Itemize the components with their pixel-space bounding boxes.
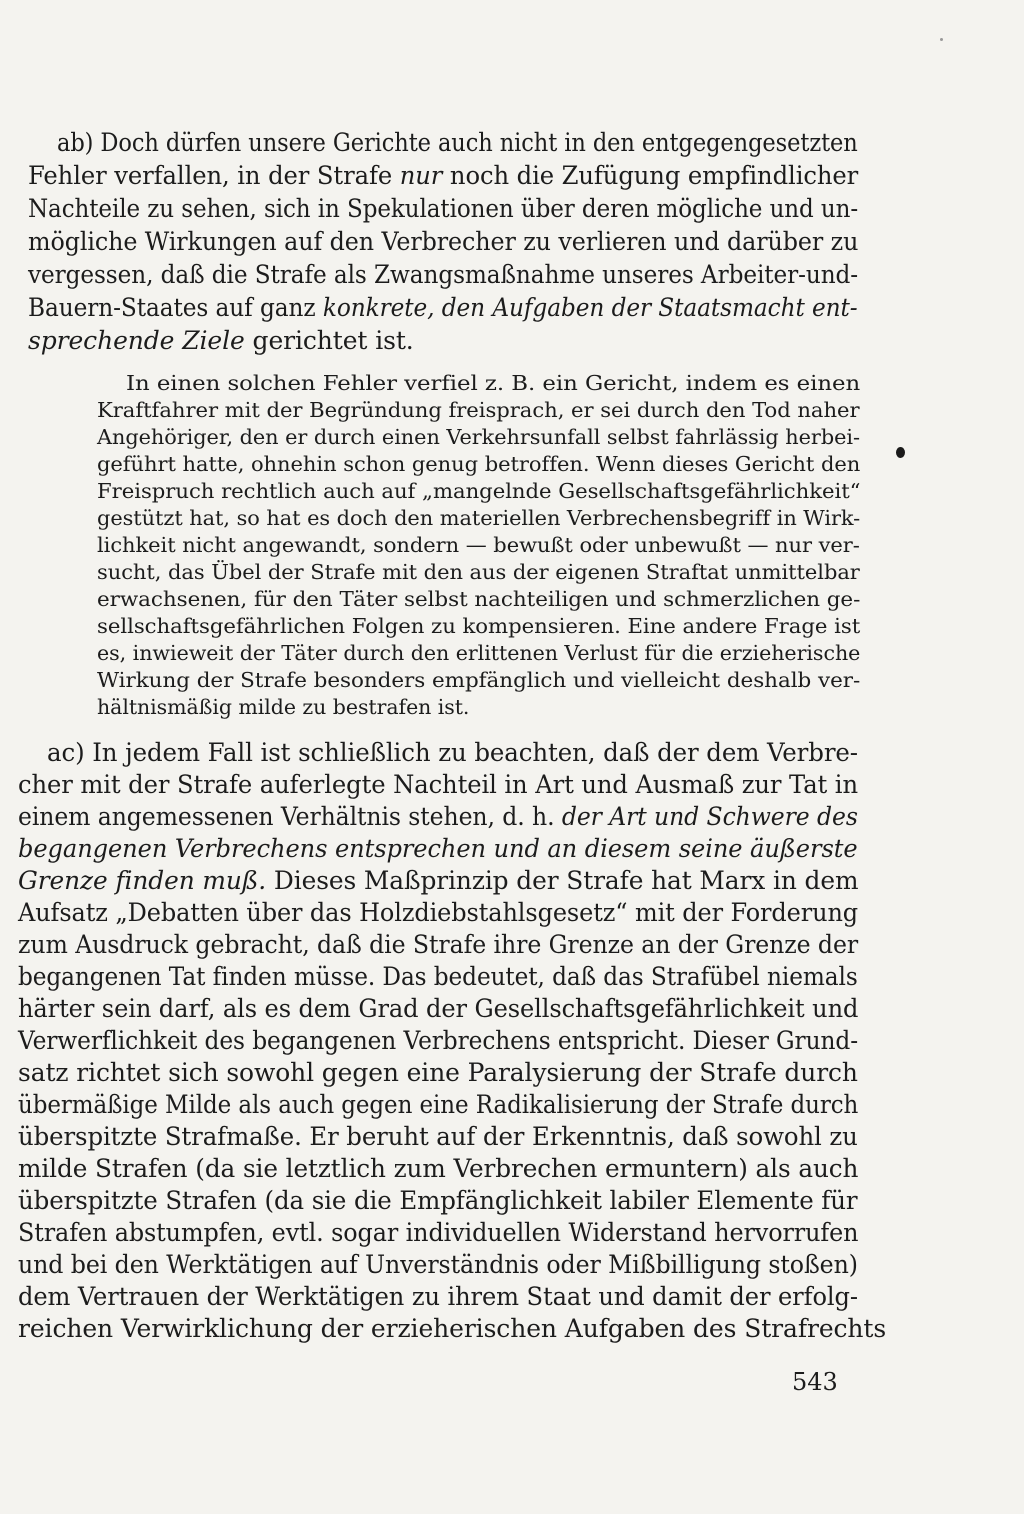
emphasis: der Art und Schwere des [561, 802, 858, 831]
text-line: sucht, das Übel der Strafe mit den aus der eigenen Straftat unmittelbar [97, 560, 860, 584]
text-line: ac) In jedem Fall ist schließlich zu beachten, daß der dem Verbre- [47, 738, 858, 767]
text-line: Verwerflichkeit des begangenen Verbrechens entspricht. Dieser Grund- [18, 1026, 858, 1055]
text-line: milde Strafen (da sie letztlich zum Verbrechen ermuntern) als auch [18, 1154, 859, 1183]
text-line: Fehler verfallen, in der Strafe nur noch die Zufügung empfindlicher [28, 161, 859, 190]
text-line: vergessen, daß die Strafe als Zwangsmaßnahme unseres Arbeiter-und- [28, 260, 859, 289]
ink-speck [940, 38, 943, 41]
text-line: dem Vertrauen der Werktätigen zu ihrem Staat und damit der erfolg- [18, 1282, 858, 1311]
text-line: übermäßige Milde als auch gegen eine Radikalisierung der Strafe durch [18, 1090, 859, 1119]
page-number: 543 [792, 1368, 838, 1396]
text-line: sprechende Ziele gerichtet ist. [28, 326, 414, 355]
text-line: lichkeit nicht angewandt, sondern — bewußt oder unbewußt — nur ver- [97, 533, 860, 557]
ink-speck [896, 447, 905, 458]
text-line: Bauern-Staates auf ganz konkrete, den Aufgaben der Staatsmacht ent- [28, 293, 858, 322]
text-line: es, inwieweit der Täter durch den erlittenen Verlust für die erzieherische [97, 641, 861, 665]
text-line: sellschaftsgefährlichen Folgen zu kompensieren. Eine andere Frage ist [97, 614, 861, 638]
text-line: und bei den Werktätigen auf Unverständnis oder Mißbilligung stoßen) [18, 1250, 858, 1279]
text-line: cher mit der Strafe auferlegte Nachteil in Art und Ausmaß zur Tat in [18, 770, 858, 799]
text-line: gestützt hat, so hat es doch den materiellen Verbrechensbegriff in Wirk- [97, 506, 861, 530]
text-line: ab) Doch dürfen unsere Gerichte auch nicht in den entgegengesetzten [57, 128, 858, 157]
text-line: härter sein darf, als es dem Grad der Gesellschaftsgefährlichkeit und [18, 994, 859, 1023]
text-line: erwachsenen, für den Täter selbst nachteiligen und schmerzlichen ge- [97, 587, 861, 611]
text-line: satz richtet sich sowohl gegen eine Paralysierung der Strafe durch [18, 1058, 858, 1087]
emphasis: nur [399, 161, 443, 190]
text-line: überspitzte Strafen (da sie die Empfänglichkeit labiler Elemente für [18, 1186, 858, 1215]
emphasis: konkrete, den Aufgaben der Staatsmacht ent- [322, 293, 858, 322]
text-line: In einen solchen Fehler verfiel z. B. ein Gericht, indem es einen [126, 371, 861, 395]
text-line: einem angemessenen Verhältnis stehen, d. h. der Art und Schwere des [18, 802, 858, 831]
text-line: zum Ausdruck gebracht, daß die Strafe ihre Grenze an der Grenze der [18, 930, 859, 959]
text-line: Angehöriger, den er durch einen Verkehrsunfall selbst fahrlässig herbei- [97, 425, 860, 449]
text-line: Aufsatz „Debatten über das Holzdiebstahlsgesetz“ mit der Forderung [18, 898, 859, 927]
text-line: Kraftfahrer mit der Begründung freisprach, er sei durch den Tod naher [97, 398, 860, 422]
text-line: Grenze finden muß. Dieses Maßprinzip der Strafe hat Marx in dem [18, 866, 859, 895]
text-line: Freispruch rechtlich auch auf „mangelnde Gesellschaftsgefährlichkeit“ [97, 479, 861, 503]
text-line: Strafen abstumpfen, evtl. sogar individuellen Widerstand hervorrufen [18, 1218, 859, 1247]
text-line: Nachteile zu sehen, sich in Spekulationen über deren mögliche und un- [28, 194, 859, 223]
emphasis: sprechende Ziele [28, 326, 245, 355]
text-line: geführt hatte, ohnehin schon genug betroffen. Wenn dieses Gericht den [97, 452, 861, 476]
text-line: hältnismäßig milde zu bestrafen ist. [97, 695, 470, 719]
text-line: Wirkung der Strafe besonders empfänglich und vielleicht deshalb ver- [97, 668, 861, 692]
text-line: überspitzte Strafmaße. Er beruht auf der Erkenntnis, daß sowohl zu [18, 1122, 858, 1151]
emphasis: begangenen Verbrechens entsprechen und an diesem seine äußerste [18, 834, 858, 863]
emphasis: Grenze finden muß. [18, 866, 267, 895]
text-line: mögliche Wirkungen auf den Verbrecher zu verlieren und darüber zu [28, 227, 859, 256]
text-line: begangenen Tat finden müsse. Das bedeutet, daß das Strafübel niemals [18, 962, 858, 991]
text-line [18, 836, 858, 861]
text-line: reichen Verwirklichung der erzieherischen Aufgaben des Strafrechts [18, 1314, 887, 1343]
